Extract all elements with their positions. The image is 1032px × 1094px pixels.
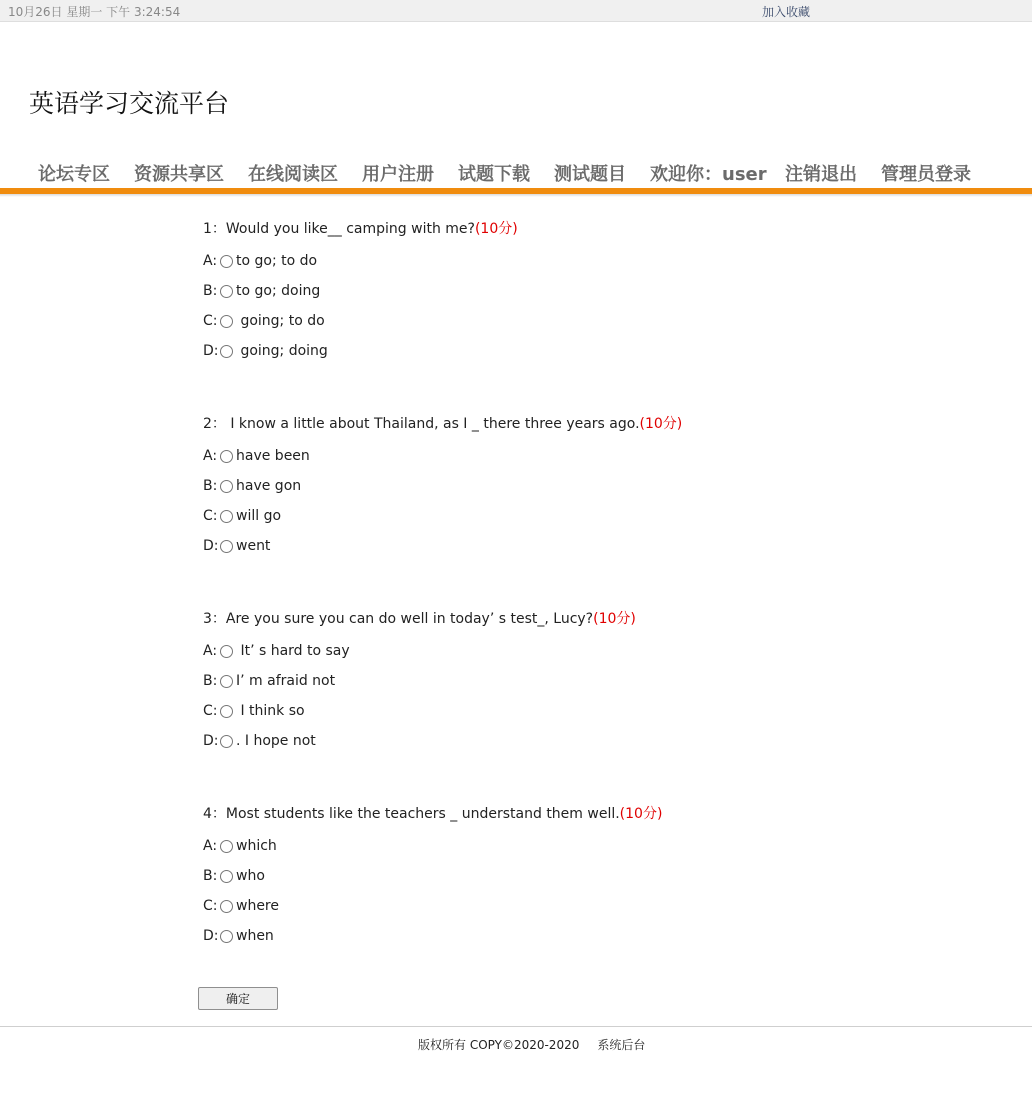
radio-button[interactable] [220, 345, 233, 358]
option-text: will go [236, 508, 282, 524]
radio-button[interactable] [220, 675, 233, 688]
option-text: which [236, 838, 277, 854]
option-text: going; to do [236, 313, 325, 329]
option-b[interactable] [203, 283, 320, 303]
radio-button[interactable] [220, 255, 233, 268]
question-title [203, 803, 662, 823]
option-letter: A: [203, 643, 218, 659]
copyright-text: 版权所有 COPY©2020-2020 [418, 1038, 580, 1052]
option-b[interactable] [203, 868, 265, 888]
option-text: going; doing [236, 343, 328, 359]
option-letter: B: [203, 478, 218, 494]
add-bookmark-link[interactable]: 加入收藏 [762, 5, 811, 19]
option-text: have gon [236, 478, 302, 494]
option-d[interactable] [203, 928, 274, 948]
option-letter: D: [203, 538, 219, 554]
radio-button[interactable] [220, 285, 233, 298]
nav-online-reading[interactable]: 在线阅读区 [248, 164, 338, 185]
option-letter: D: [203, 733, 219, 749]
option-d[interactable] [203, 343, 328, 363]
option-text: to go; doing [236, 283, 321, 299]
option-text: to go; to do [236, 253, 318, 269]
option-letter: D: [203, 343, 219, 359]
radio-button[interactable] [220, 930, 233, 943]
nav-accent-shadow [0, 194, 1032, 197]
option-text: . I hope not [236, 733, 316, 749]
option-d[interactable] [203, 733, 316, 753]
option-text: I’ m afraid not [236, 673, 336, 689]
radio-button[interactable] [220, 735, 233, 748]
option-c[interactable] [203, 508, 281, 528]
option-d[interactable] [203, 538, 270, 558]
question-title [203, 218, 518, 238]
radio-button[interactable] [220, 510, 233, 523]
radio-button[interactable] [220, 480, 233, 493]
option-text: who [236, 868, 265, 884]
nav-resource-share[interactable]: 资源共享区 [134, 164, 224, 185]
option-letter: D: [203, 928, 219, 944]
site-title: 英语学习交流平台 [29, 89, 230, 118]
option-b[interactable] [203, 478, 301, 498]
footer [418, 1036, 645, 1053]
option-c[interactable] [203, 898, 279, 918]
option-letter: B: [203, 673, 218, 689]
option-b[interactable] [203, 673, 335, 693]
footer-divider [0, 1026, 1032, 1027]
option-letter: C: [203, 313, 218, 329]
radio-button[interactable] [220, 840, 233, 853]
option-letter: A: [203, 253, 218, 269]
nav-forum[interactable]: 论坛专区 [38, 164, 110, 185]
option-a[interactable] [203, 448, 310, 468]
option-text: went [236, 538, 271, 554]
admin-backend-link[interactable]: 系统后台 [597, 1038, 646, 1052]
option-text: I think so [236, 703, 305, 719]
question-title [203, 608, 636, 628]
question-text: 3：Are you sure you can do well in today’ s test_, Lucy? [203, 611, 594, 627]
option-c[interactable] [203, 703, 305, 723]
option-letter: B: [203, 283, 218, 299]
option-letter: C: [203, 508, 218, 524]
radio-button[interactable] [220, 315, 233, 328]
nav-user-register[interactable]: 用户注册 [362, 164, 434, 185]
option-a[interactable] [203, 253, 317, 273]
question-score: (10分) [639, 416, 683, 432]
question-score: (10分) [619, 806, 663, 822]
option-a[interactable] [203, 643, 350, 663]
option-letter: A: [203, 448, 218, 464]
nav-exam-download[interactable]: 试题下载 [458, 164, 530, 185]
top-info-bar [0, 0, 1032, 22]
question-title [203, 413, 682, 433]
option-letter: A: [203, 838, 218, 854]
option-text: It’ s hard to say [236, 643, 350, 659]
radio-button[interactable] [220, 540, 233, 553]
question-score: (10分) [474, 221, 518, 237]
nav-welcome-user: 欢迎你：user [650, 164, 767, 185]
radio-button[interactable] [220, 900, 233, 913]
question-text: 4：Most students like the teachers _ understand them well. [203, 806, 620, 822]
radio-button[interactable] [220, 645, 233, 658]
main-nav [0, 160, 1032, 188]
option-text: when [236, 928, 274, 944]
question-text: 1：Would you like__ camping with me? [203, 221, 475, 237]
option-a[interactable] [203, 838, 277, 858]
radio-button[interactable] [220, 450, 233, 463]
nav-test-questions[interactable]: 测试题目 [554, 164, 626, 185]
question-text: 2： I know a little about Thailand, as I _ there three years ago. [203, 416, 640, 432]
radio-button[interactable] [220, 705, 233, 718]
question-score: (10分) [593, 611, 636, 627]
nav-logout[interactable]: 注销退出 [785, 164, 857, 185]
option-letter: C: [203, 898, 218, 914]
option-text: have been [236, 448, 310, 464]
option-letter: C: [203, 703, 218, 719]
option-text: where [236, 898, 279, 914]
radio-button[interactable] [220, 870, 233, 883]
submit-button[interactable]: 确定 [198, 987, 278, 1010]
option-letter: B: [203, 868, 218, 884]
option-c[interactable] [203, 313, 325, 333]
nav-admin-login[interactable]: 管理员登录 [881, 164, 971, 185]
current-datetime: 10月26日 星期一 下午 3:24:54 [8, 5, 181, 19]
